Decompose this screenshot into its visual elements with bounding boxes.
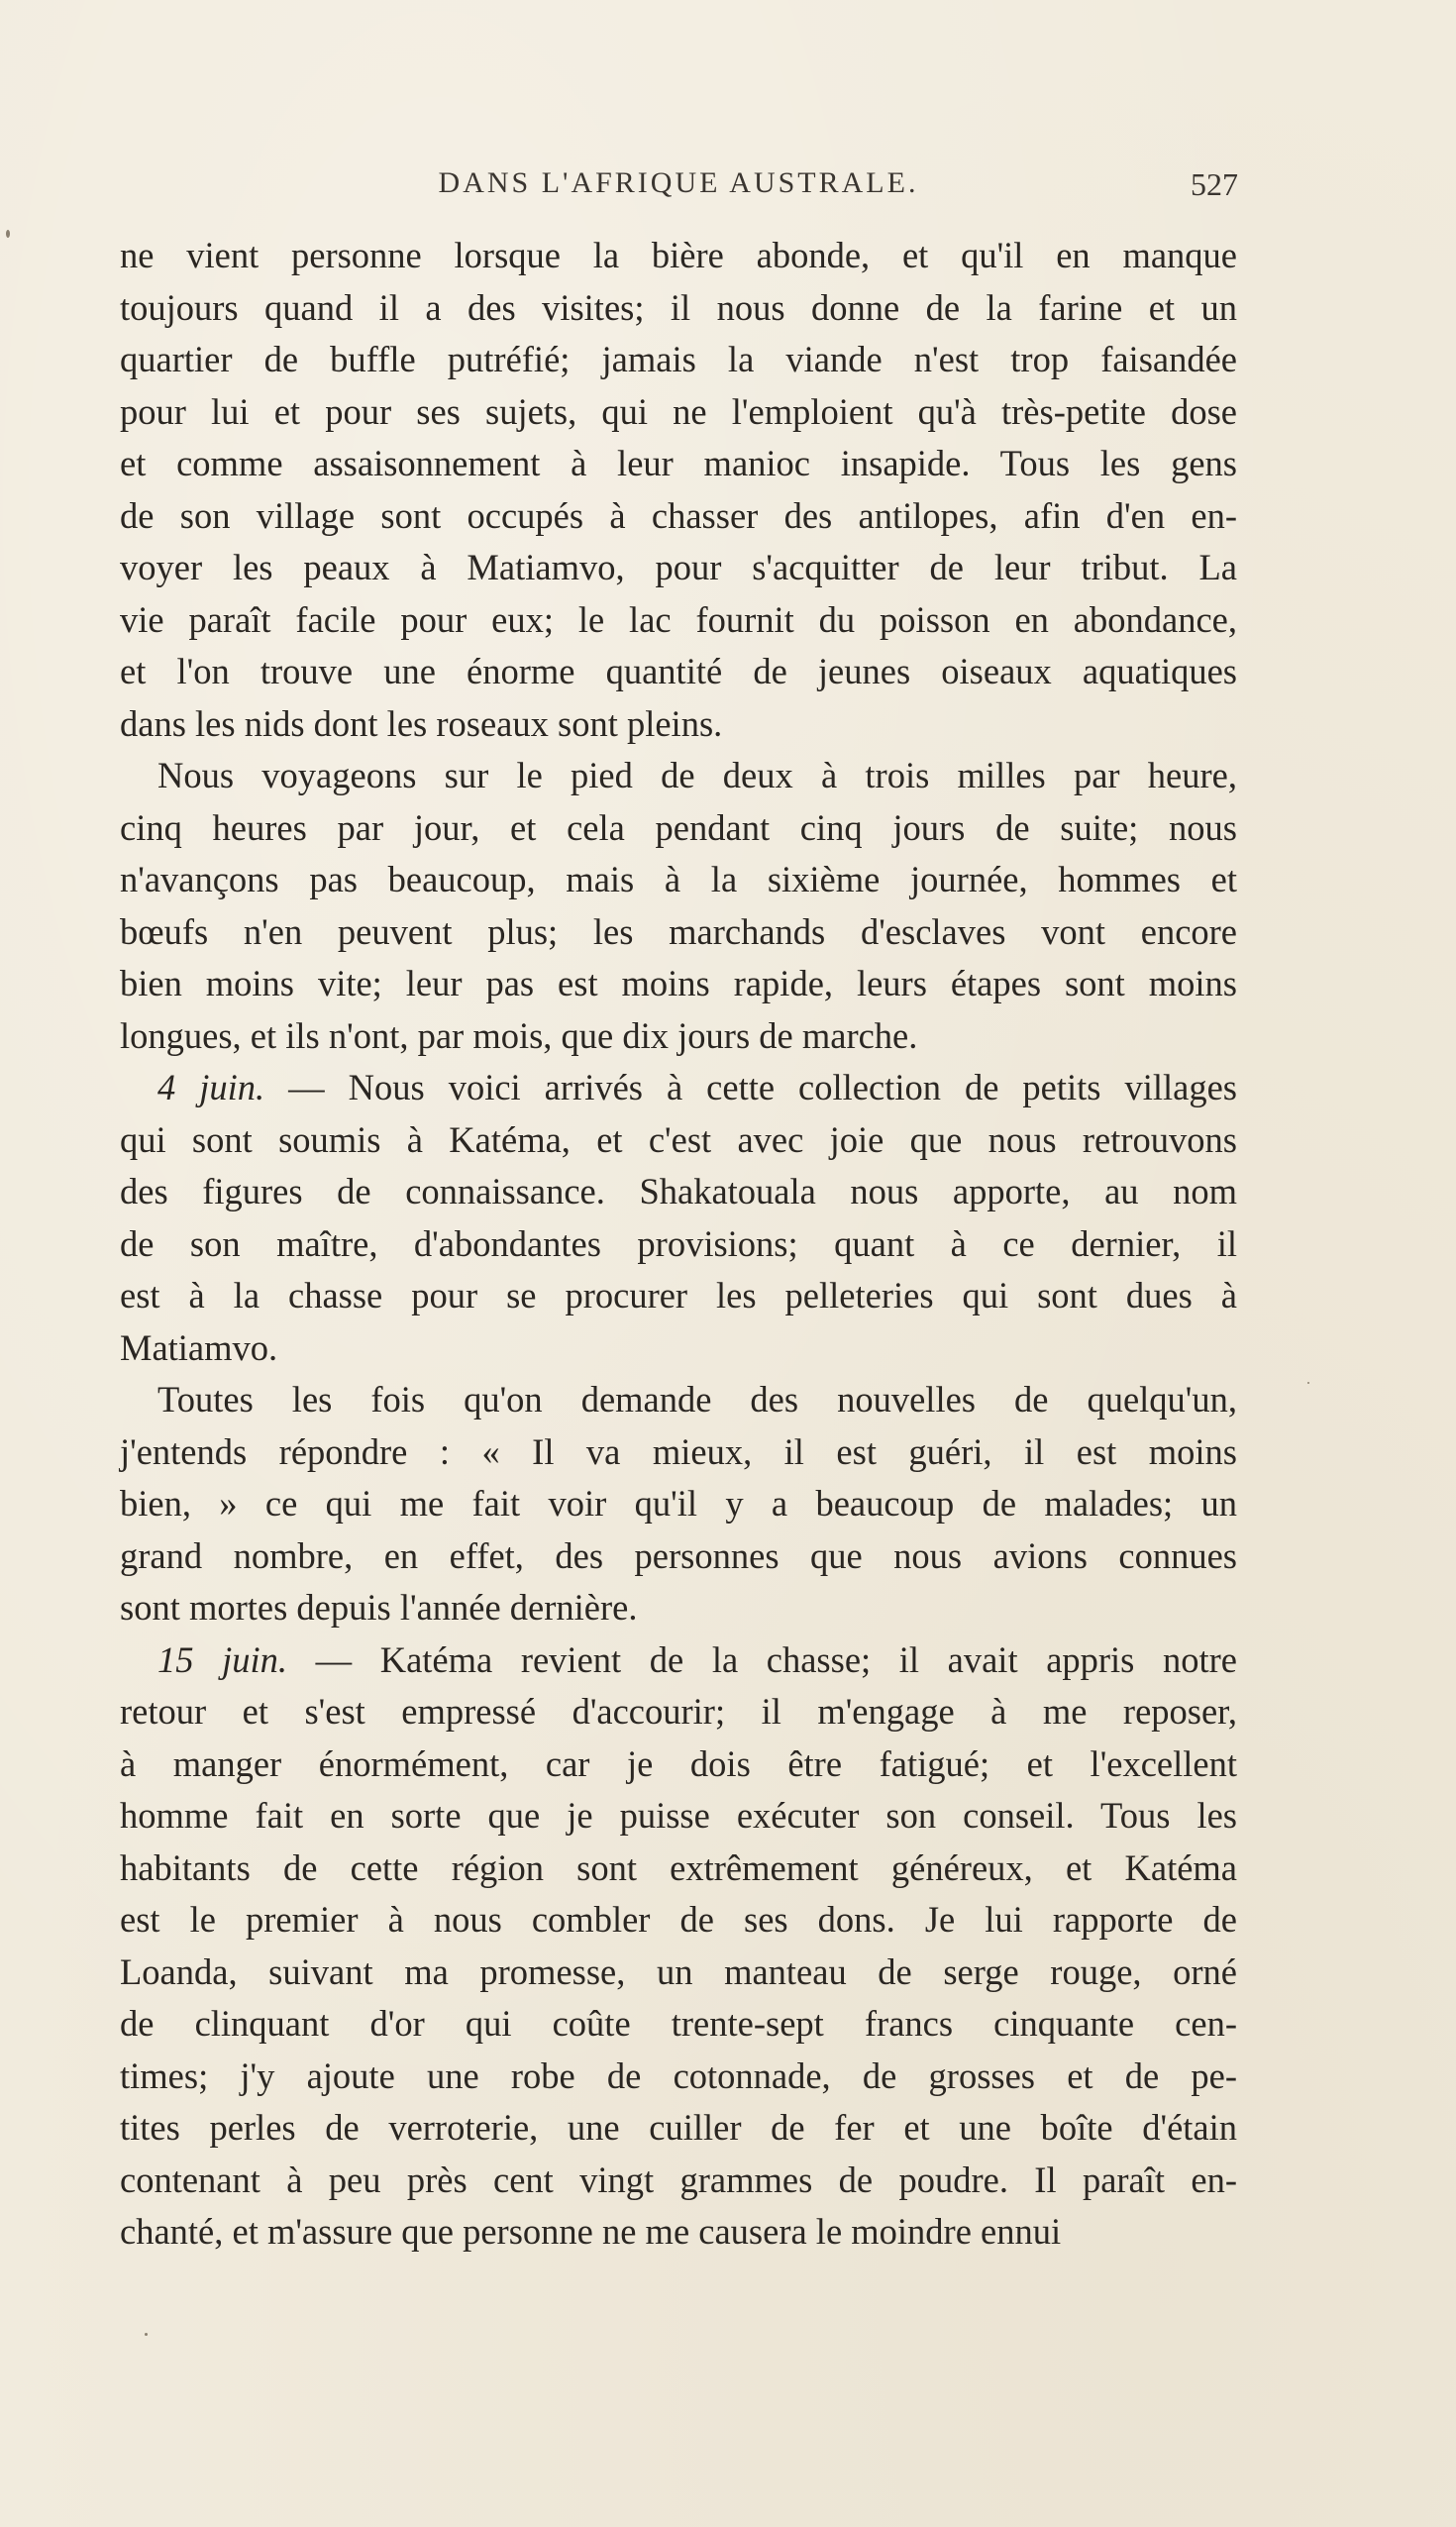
text-line: Loanda, suivant ma promesse, un manteau de serge rouge, orné <box>120 1950 1237 1992</box>
date-june-4: 4 juin. <box>157 1067 265 1107</box>
text-line: cinq heures par jour, et cela pendant cinq jours de suite; nous <box>120 806 1237 848</box>
text-line: de son village sont occupés à chasser des antilopes, afin d'en en- <box>120 494 1237 536</box>
text-line: contenant à peu près cent vingt grammes de poudre. Il paraît en- <box>120 2158 1237 2200</box>
text-line: toujours quand il a des visites; il nous donne de la farine et un <box>120 286 1237 328</box>
text-line: vie paraît facile pour eux; le lac fournit du poisson en abondance, <box>120 598 1237 640</box>
text-line: ne vient personne lorsque la bière abonde, et qu'il en manque <box>120 235 1237 275</box>
text-line: de son maître, d'abondantes provisions; quant à ce dernier, il <box>120 1222 1237 1264</box>
text-line: bœufs n'en peuvent plus; les marchands d'esclaves vont encore <box>120 910 1237 952</box>
text-line: grand nombre, en effet, des personnes que nous avions connues <box>120 1534 1237 1576</box>
text-line: qui sont soumis à Katéma, et c'est avec joie que nous retrouvons <box>120 1118 1237 1160</box>
text-line: des figures de connaissance. Shakatouala nous apporte, au nom <box>120 1171 1237 1211</box>
text-line <box>120 1062 1237 1114</box>
text-line: dans les nids dont les roseaux sont pleins. <box>120 702 723 744</box>
text-line: retour et s'est empressé d'accourir; il m'engage à me reposer, <box>120 1691 1237 1732</box>
text-line: Nous voyageons sur le pied de deux à trois milles par heure, <box>157 755 1237 795</box>
text-line: homme fait en sorte que je puisse exécuter son conseil. Tous les <box>120 1795 1237 1836</box>
text-line: voyer les peaux à Matiamvo, pour s'acquitter de leur tribut. La <box>120 547 1237 587</box>
text-line: Toutes les fois qu'on demande des nouvelles de quelqu'un, <box>157 1379 1237 1420</box>
text-line: est à la chasse pour se procurer les pelleteries qui sont dues à <box>120 1275 1237 1316</box>
text-line: bien moins vite; leur pas est moins rapide, leurs étapes sont moins <box>120 963 1237 1003</box>
page-number: 527 <box>1191 166 1238 202</box>
text-line: à manger énormément, car je dois être fatigué; et l'excellent <box>120 1742 1237 1784</box>
paper-speck <box>145 2333 148 2336</box>
text-line-rest: — Nous voici arrivés à cette collection de petits villages <box>288 1067 1237 1107</box>
text-line: et comme assaisonnement à leur manioc insapide. Tous les gens <box>120 443 1237 483</box>
text-line-rest: — Katéma revient de la chasse; il avait appris notre <box>315 1638 1237 1680</box>
text-line: j'entends répondre : « Il va mieux, il est guéri, il est moins <box>120 1430 1237 1472</box>
paper-speck <box>6 230 10 238</box>
paper-speck <box>1307 1382 1309 1384</box>
text-line: n'avançons pas beaucoup, mais à la sixième journée, hommes et <box>120 859 1237 899</box>
text-line: et l'on trouve une énorme quantité de jeunes oiseaux aquatiques <box>120 651 1237 691</box>
page-header <box>119 166 1238 212</box>
text-line: quartier de buffle putréfié; jamais la viande n'est trop faisandée <box>120 339 1237 379</box>
text-line: sont mortes depuis l'année dernière. <box>120 1587 638 1628</box>
text-line: bien, » ce qui me fait voir qu'il y a beaucoup de malades; un <box>120 1483 1237 1524</box>
date-june-15: 15 juin. <box>157 1638 288 1680</box>
text-line <box>120 1634 1237 1687</box>
text-line: chanté, et m'assure que personne ne me causera le moindre ennui <box>120 2211 1062 2252</box>
text-line: Matiamvo. <box>120 1326 278 1368</box>
text-line: times; j'y ajoute une robe de cotonnade, de grosses et de pe- <box>120 2054 1237 2096</box>
running-title: DANS L'AFRIQUE AUSTRALE. <box>438 166 919 199</box>
text-line: longues, et ils n'ont, par mois, que dix jours de marche. <box>120 1014 918 1056</box>
text-line: est le premier à nous combler de ses dons. Je lui rapporte de <box>120 1899 1237 1940</box>
text-line: de clinquant d'or qui coûte trente-sept francs cinquante cen- <box>120 2003 1237 2044</box>
text-line: tites perles de verroterie, une cuiller de fer et une boîte d'étain <box>120 2107 1237 2148</box>
body-text <box>120 230 1237 2259</box>
text-line: habitants de cette région sont extrêmement généreux, et Katéma <box>120 1846 1237 1888</box>
text-line: pour lui et pour ses sujets, qui ne l'emploient qu'à très-petite dose <box>120 390 1237 432</box>
